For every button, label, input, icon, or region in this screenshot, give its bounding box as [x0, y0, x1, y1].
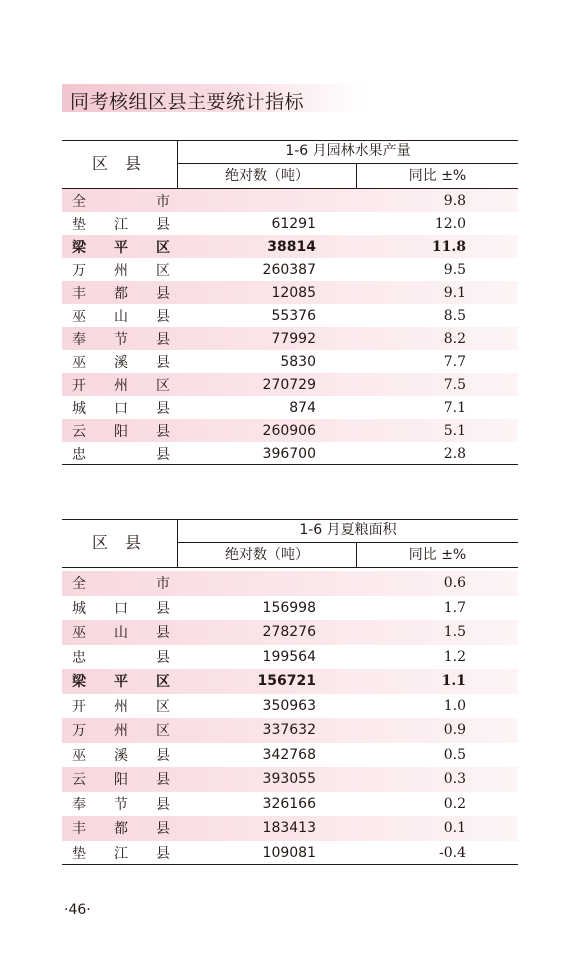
- table-bottom-rule: [62, 464, 518, 465]
- yoy-change-cell: 7.1: [443, 399, 466, 416]
- absolute-value-cell: 156998: [262, 599, 316, 616]
- district-name-char: 巫: [72, 747, 86, 764]
- district-name-char: 市: [156, 193, 170, 210]
- table-header: [62, 519, 518, 568]
- yoy-change-cell: 0.5: [443, 746, 466, 763]
- absolute-value-cell: 38814: [267, 238, 316, 255]
- table-row: [62, 212, 518, 235]
- district-name: [72, 419, 172, 442]
- district-name-char: 江: [114, 845, 128, 862]
- table-row: [62, 281, 518, 304]
- absolute-value-cell: 156721: [257, 673, 316, 690]
- table-row: [62, 419, 518, 442]
- district-name: [72, 841, 172, 866]
- district-name-char: 垫: [72, 216, 86, 233]
- district-name-char: 区: [156, 262, 170, 279]
- absolute-value-cell: 12085: [271, 284, 316, 301]
- district-name: [72, 304, 172, 327]
- table-body: [62, 571, 518, 865]
- yoy-change-cell: 9.5: [443, 261, 466, 278]
- table-row: [62, 373, 518, 396]
- yoy-change-cell: 1.7: [443, 599, 466, 616]
- absolute-value-cell: 199564: [262, 648, 316, 665]
- yoy-change-cell: 0.9: [443, 722, 466, 739]
- row-header-district: 区 县: [91, 154, 148, 173]
- district-name: [72, 281, 172, 304]
- district-name: [72, 189, 172, 212]
- yoy-change-cell: 9.1: [443, 284, 466, 301]
- district-name: [72, 620, 172, 645]
- table-row: [62, 189, 518, 212]
- yoy-change-cell: 1.5: [443, 624, 466, 641]
- table-row: [62, 669, 518, 694]
- district-name-char: 云: [72, 772, 86, 789]
- absolute-value-cell: 55376: [271, 307, 316, 324]
- absolute-value-cell: 77992: [271, 330, 316, 347]
- table-row: [62, 596, 518, 621]
- district-name-char: 都: [114, 821, 128, 838]
- district-name-char: 云: [72, 423, 86, 440]
- yoy-change-cell: 0.6: [443, 575, 466, 592]
- yoy-change-cell: 8.2: [443, 330, 466, 347]
- absolute-value-cell: 109081: [262, 844, 316, 861]
- district-name-char: 忠: [72, 649, 86, 666]
- table-bottom-rule: [62, 864, 518, 865]
- district-name-char: 县: [156, 625, 170, 642]
- table-row: [62, 767, 518, 792]
- district-name: [72, 816, 172, 841]
- district-name-char: 县: [156, 216, 170, 233]
- district-name: [72, 258, 172, 281]
- absolute-value-cell: 278276: [262, 624, 316, 641]
- table-row: [62, 258, 518, 281]
- section-title: 同考核组区县主要统计指标: [70, 91, 305, 113]
- district-name-char: 州: [114, 377, 128, 394]
- col-header-absolute: 绝对数（吨）: [178, 543, 357, 567]
- district-name-char: 平: [114, 674, 128, 691]
- district-name-char: 区: [156, 698, 170, 715]
- district-name: [72, 743, 172, 768]
- district-name-char: 巫: [72, 625, 86, 642]
- yoy-change-cell: 1.2: [443, 648, 466, 665]
- district-name: [72, 792, 172, 817]
- yoy-change-cell: 0.2: [443, 795, 466, 812]
- district-name-char: 县: [156, 446, 170, 463]
- district-name-char: 县: [156, 285, 170, 302]
- col-header-yoy: 同比 ±%: [408, 547, 467, 563]
- page-number: ·46·: [64, 902, 91, 918]
- table-row: [62, 396, 518, 419]
- district-name-char: 节: [114, 331, 128, 348]
- district-name-char: 县: [156, 845, 170, 862]
- table-row: [62, 350, 518, 373]
- district-name: [72, 442, 172, 465]
- district-name-char: 丰: [72, 821, 86, 838]
- district-name: [72, 669, 172, 694]
- yoy-change-cell: 5.1: [443, 422, 466, 439]
- table-row: [62, 816, 518, 841]
- absolute-value-cell: 326166: [262, 795, 316, 812]
- district-name-char: 县: [156, 772, 170, 789]
- yoy-change-cell: 1.0: [443, 697, 466, 714]
- absolute-value-cell: 337632: [262, 722, 316, 739]
- district-name: [72, 645, 172, 670]
- table-row: [62, 694, 518, 719]
- yoy-change-cell: -0.4: [439, 844, 466, 861]
- district-name: [72, 767, 172, 792]
- district-name: [72, 373, 172, 396]
- table-row: [62, 645, 518, 670]
- absolute-value-cell: 260387: [262, 261, 316, 278]
- district-name-char: 全: [72, 576, 86, 593]
- district-name-char: 山: [114, 625, 128, 642]
- district-name-char: 平: [114, 239, 128, 256]
- district-name-char: 区: [156, 239, 170, 256]
- table-row: [62, 327, 518, 350]
- table-row: [62, 304, 518, 327]
- district-name-char: 巫: [72, 354, 86, 371]
- district-name-char: 垫: [72, 845, 86, 862]
- district-name-char: 开: [72, 377, 86, 394]
- district-name-char: 阳: [114, 772, 128, 789]
- district-name-char: 县: [156, 308, 170, 325]
- yoy-change-cell: 11.8: [431, 238, 466, 255]
- absolute-value-cell: 183413: [262, 820, 316, 837]
- district-name-char: 县: [156, 354, 170, 371]
- district-name-char: 州: [114, 262, 128, 279]
- group-header: 1-6 月园林水果产量: [178, 140, 518, 164]
- yoy-change-cell: 12.0: [434, 215, 466, 232]
- district-name-char: 山: [114, 308, 128, 325]
- yoy-change-cell: 8.5: [443, 307, 466, 324]
- absolute-value-cell: 342768: [262, 746, 316, 763]
- section-title-banner: [62, 84, 362, 112]
- district-name-char: 县: [156, 423, 170, 440]
- absolute-value-cell: 260906: [262, 422, 316, 439]
- table-row: [62, 571, 518, 596]
- district-name-char: 县: [156, 821, 170, 838]
- district-name-char: 县: [156, 796, 170, 813]
- district-name-char: 县: [156, 600, 170, 617]
- yoy-change-cell: 9.8: [443, 192, 466, 209]
- district-name-char: 州: [114, 698, 128, 715]
- table-header: [62, 140, 518, 189]
- col-header-absolute: 绝对数（吨）: [178, 164, 357, 188]
- district-name-char: 州: [114, 723, 128, 740]
- district-name: [72, 694, 172, 719]
- district-name-char: 丰: [72, 285, 86, 302]
- district-name-char: 节: [114, 796, 128, 813]
- yoy-change-cell: 7.5: [443, 376, 466, 393]
- row-header-district: 区 县: [91, 533, 148, 552]
- district-name-char: 万: [72, 723, 86, 740]
- district-name: [72, 396, 172, 419]
- district-name-char: 全: [72, 193, 86, 210]
- district-name-char: 阳: [114, 423, 128, 440]
- district-name-char: 县: [156, 400, 170, 417]
- district-name: [72, 350, 172, 373]
- district-name: [72, 571, 172, 596]
- district-name-char: 口: [114, 600, 128, 617]
- district-name-char: 溪: [114, 354, 128, 371]
- district-name: [72, 718, 172, 743]
- table-body: [62, 189, 518, 465]
- table-row: [62, 841, 518, 866]
- yoy-change-cell: 7.7: [443, 353, 466, 370]
- district-name-char: 区: [156, 723, 170, 740]
- absolute-value-cell: 270729: [262, 376, 316, 393]
- district-name-char: 口: [114, 400, 128, 417]
- absolute-value-cell: 396700: [262, 445, 316, 462]
- district-name-char: 巫: [72, 308, 86, 325]
- group-header: 1-6 月夏粮面积: [178, 519, 518, 543]
- district-name-char: 区: [156, 377, 170, 394]
- table-row: [62, 718, 518, 743]
- district-name-char: 县: [156, 331, 170, 348]
- absolute-value-cell: 350963: [262, 697, 316, 714]
- district-name-char: 梁: [72, 239, 86, 256]
- district-name: [72, 596, 172, 621]
- absolute-value-cell: 5830: [280, 353, 316, 370]
- table-row: [62, 743, 518, 768]
- district-name-char: 江: [114, 216, 128, 233]
- district-name-char: 梁: [72, 674, 86, 691]
- yoy-change-cell: 0.3: [443, 771, 466, 788]
- district-name-char: 开: [72, 698, 86, 715]
- district-name-char: 都: [114, 285, 128, 302]
- district-name-char: 万: [72, 262, 86, 279]
- yoy-change-cell: 1.1: [441, 673, 466, 690]
- table-row: [62, 792, 518, 817]
- col-header-yoy: 同比 ±%: [408, 168, 467, 184]
- yoy-change-cell: 2.8: [443, 445, 466, 462]
- district-name-char: 区: [156, 674, 170, 691]
- district-name-char: 奉: [72, 331, 86, 348]
- district-name-char: 市: [156, 576, 170, 593]
- district-name-char: 城: [72, 400, 86, 417]
- district-name-char: 溪: [114, 747, 128, 764]
- district-name-char: 奉: [72, 796, 86, 813]
- absolute-value-cell: 61291: [271, 215, 316, 232]
- district-name-char: 县: [156, 649, 170, 666]
- district-name: [72, 327, 172, 350]
- table-row: [62, 620, 518, 645]
- district-name: [72, 212, 172, 235]
- yoy-change-cell: 0.1: [443, 820, 466, 837]
- table-row: [62, 442, 518, 465]
- district-name-char: 忠: [72, 446, 86, 463]
- absolute-value-cell: 874: [289, 399, 316, 416]
- absolute-value-cell: 393055: [262, 771, 316, 788]
- district-name-char: 县: [156, 747, 170, 764]
- district-name-char: 城: [72, 600, 86, 617]
- table-row: [62, 235, 518, 258]
- district-name: [72, 235, 172, 258]
